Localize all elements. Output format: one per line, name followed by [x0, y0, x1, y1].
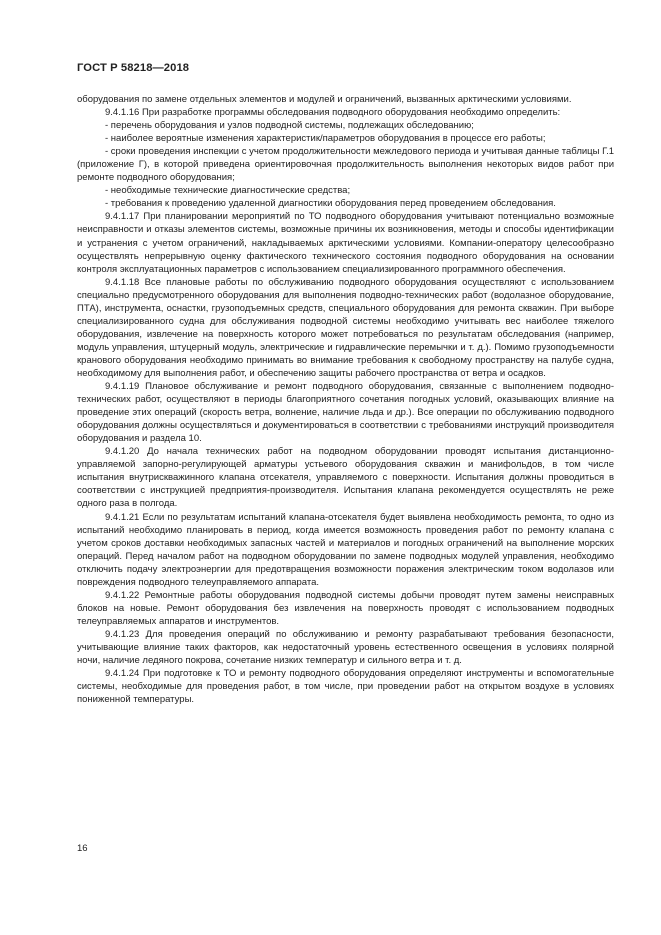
- paragraph: 9.4.1.16 При разработке программы обследования подводного оборудования необходимо определить:: [105, 107, 561, 119]
- paragraph: 9.4.1.17 При планировании мероприятий по ТО подводного оборудования учитывают потенциально возможные неисправности и отказы элементов системы, возможные причины их возникновения, методы и способы идентификации и устранения с учетом ограничений, накладываемых арктическими условиями. Компании-оператору целесообразно осуществлять непрерывную оценку фактического технического состояния подводного оборудования на основании контроля эксплуатационных параметров с использованием специализированного программного обеспечения.: [77, 211, 614, 275]
- paragraph: 9.4.1.22 Ремонтные работы оборудования подводной системы добычи проводят путем замены неисправных блоков на новые. Ремонт оборудования без извлечения на поверхность проводят с использованием подводных телеуправляемых аппаратов и инструментов.: [77, 589, 614, 627]
- list-item: - наиболее вероятные изменения характеристик/параметров оборудования в процессе его работы;: [105, 133, 546, 145]
- document-body: [77, 93, 614, 706]
- paragraph: 9.4.1.24 При подготовке к ТО и ремонту подводного оборудования определяют инструменты и вспомогательные системы, необходимые для проведения работ, в том числе, при проведении работ на открытом воздухе в условиях пониженной температуры.: [77, 668, 614, 706]
- document-header: ГОСТ Р 58218—2018: [77, 62, 190, 74]
- list-item: - перечень оборудования и узлов подводной системы, подлежащих обследованию;: [105, 120, 474, 132]
- list-item: - сроки проведения инспекции с учетом продолжительности межледового периода и учитывая данные таблицы Г.1 (приложение Г), в которой приведена ориентировочная продолжительность выполнения некоторых видов работ при ремонте подводного оборудования;: [77, 146, 614, 184]
- paragraph: 9.4.1.18 Все плановые работы по обслуживанию подводного оборудования осуществляют с использованием специально предусмотренного оборудования для выполнения подводно-технических работ (водолазное оборудование, ПТА), инструмента, оснастки, грузоподъемных средств, специального оборудования для ремонта скважин. При выборе специализированного судна для обслуживания подводной системы необходимо учитывать вес наиболее тяжелого оборудования, извлечение на поверхность которого может потребоваться по результатам обследования (например, модуль управления, штуцерный модуль, электрические и гидравлические перемычки и т. д.). Помимо грузоподъемности кранового оборудования необходимо принимать во внимание требования к свободному пространству на палубе судна, необходимому для выполнения работ, и обеспечению защиты рабочего пространства от ветра и осадков.: [77, 276, 614, 379]
- paragraph: 9.4.1.19 Плановое обслуживание и ремонт подводного оборудования, связанные с выполнением подводно-технических работ, осуществляют в периоды благоприятного сочетания погодных условий, оказывающих влияние на проведение этих операций (скорость ветра, волнение, наличие льда и др.). Все операции по обслуживанию подводного оборудования должны осуществляться и документироваться в соответствии с требованиями инструкций производителя оборудования и раздела 10.: [77, 381, 614, 445]
- list-item: - требования к проведению удаленной диагностики оборудования перед проведением обследования.: [105, 198, 556, 210]
- paragraph: 9.4.1.20 До начала технических работ на подводном оборудовании проводят испытания дистанционно-управляемой запорно-регулирующей арматуры устьевого оборудования скважин и манифольдов, в том числе испытания внутрискважинного клапана отсекателя, управляемого с поверхности. Испытания должны проводиться в соответствии с инструкцией предприятия-производителя. Испытания клапана рекомендуется осуществлять не реже одного раза в полгода.: [77, 446, 614, 510]
- paragraph: оборудования по замене отдельных элементов и модулей и ограничений, вызванных арктическими условиями.: [77, 94, 572, 105]
- paragraph: 9.4.1.23 Для проведения операций по обслуживанию и ремонту разрабатывают требования безопасности, учитывающие влияние таких факторов, как недостаточный уровень естественного освещения в условиях полярной ночи, наличие ледяного покрова, сочетание низких температур и сильного ветра и т. д.: [77, 628, 614, 667]
- paragraph: 9.4.1.21 Если по результатам испытаний клапана-отсекателя будет выявлена необходимость ремонта, то одно из испытаний необходимо планировать в период, когда имеется возможность проведения работ по ремонту клапана с учетом сроков доставки необходимых запасных частей и материалов и погодных ограничений на выполнение морских операций. Перед началом работ на подводном оборудовании по замене подводных модулей управления, необходимо отключить подачу электроэнергии для предотвращения возможности поражения электрическим током водолазов или повреждения подводного телеуправляемого аппарата.: [77, 511, 614, 588]
- list-item: - необходимые технические диагностические средства;: [105, 185, 351, 197]
- page-number: 16: [77, 843, 88, 854]
